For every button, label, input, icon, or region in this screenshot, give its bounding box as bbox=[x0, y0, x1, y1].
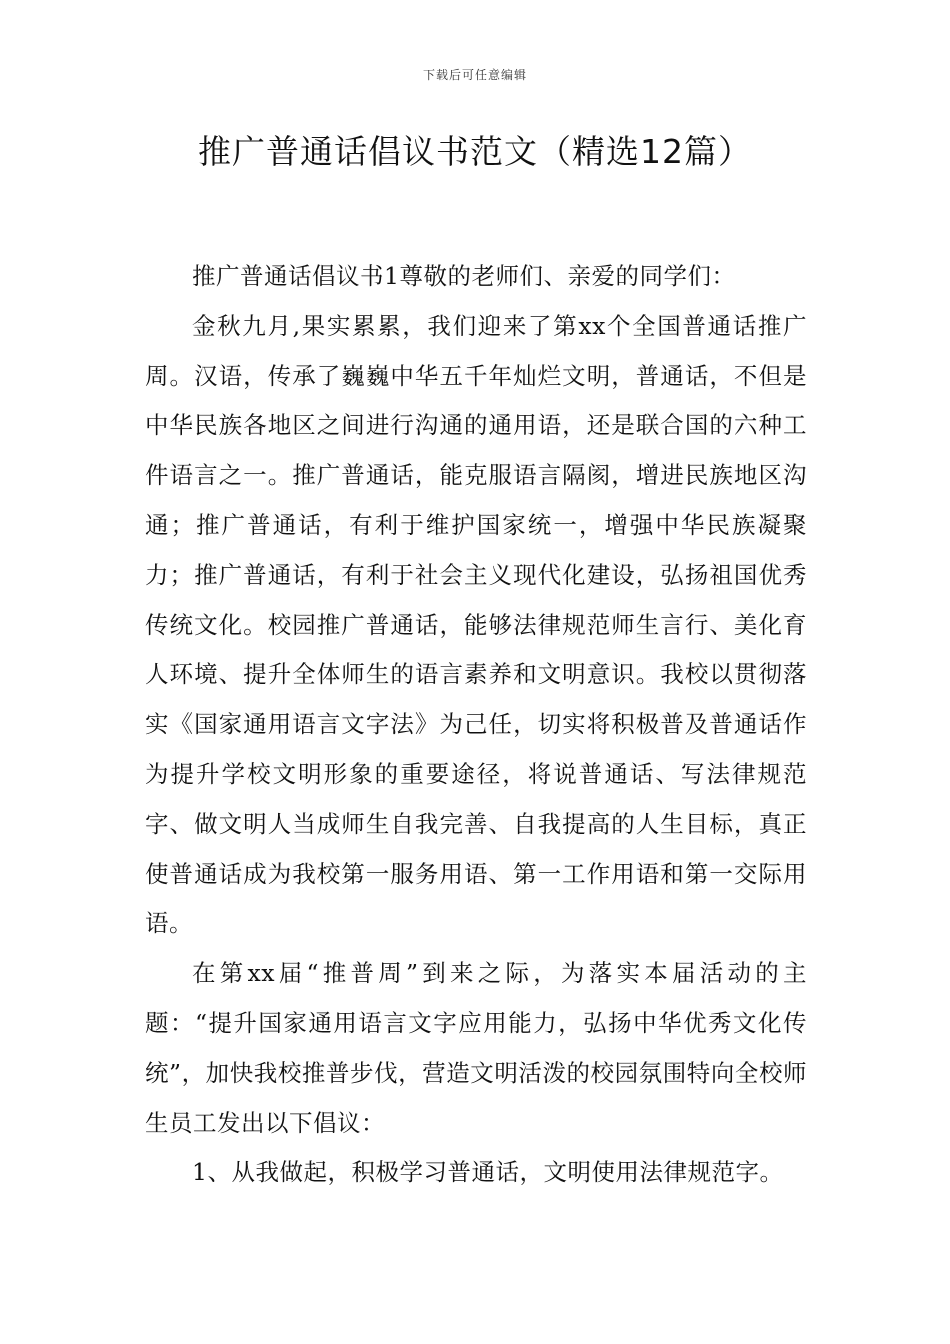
paragraph-item-1: 1、从我做起，积极学习普通话，文明使用法律规范字。 bbox=[192, 1158, 784, 1187]
document-title: 推广普通话倡议书范文（精选12篇） bbox=[198, 132, 752, 171]
paragraph-intro: 金秋九月,果实累累，我们迎来了第xx个全国普通话推广周。汉语，传承了巍巍中华五千年灿烂文明，普通话，不但是中华民族各地区之间进行沟通的通用语，还是联合国的六种工件语言之一。推广普通话，能克服语言隔阂，增进民族地区沟通；推广普通话，有利于维护国家统一，增强中华民族凝聚力；推广普通话，有利于社会主义现代化建设，弘扬祖国优秀传统文化。校园推广普通话，能够法律规范师生言行、美化育人环境、提升全体师生的语言素养和文明意识。我校以贯彻落实《国家通用语言文字法》为己任，切实将积极普及普通话作为提升学校文明形象的重要途径，将说普通话、写法律规范字、做文明人当成师生自我完善、自我提高的人生目标，真正使普通话成为我校第一服务用语、第一工作用语和第一交际用语。 bbox=[145, 311, 807, 938]
paragraph-occasion: 在第xx届“推普周”到来之际，为落实本届活动的主题：“提升国家通用语言文字应用能力，弘扬中华优秀文化传统”，加快我校推普步伐，营造文明活泼的校园氛围特向全校师生员工发出以下倡议： bbox=[145, 959, 807, 1137]
document-body bbox=[145, 252, 807, 1198]
header-note: 下载后可任意编辑 bbox=[422, 68, 527, 82]
paragraph-salutation: 推广普通话倡议书1尊敬的老师们、亲爱的同学们： bbox=[192, 262, 736, 290]
